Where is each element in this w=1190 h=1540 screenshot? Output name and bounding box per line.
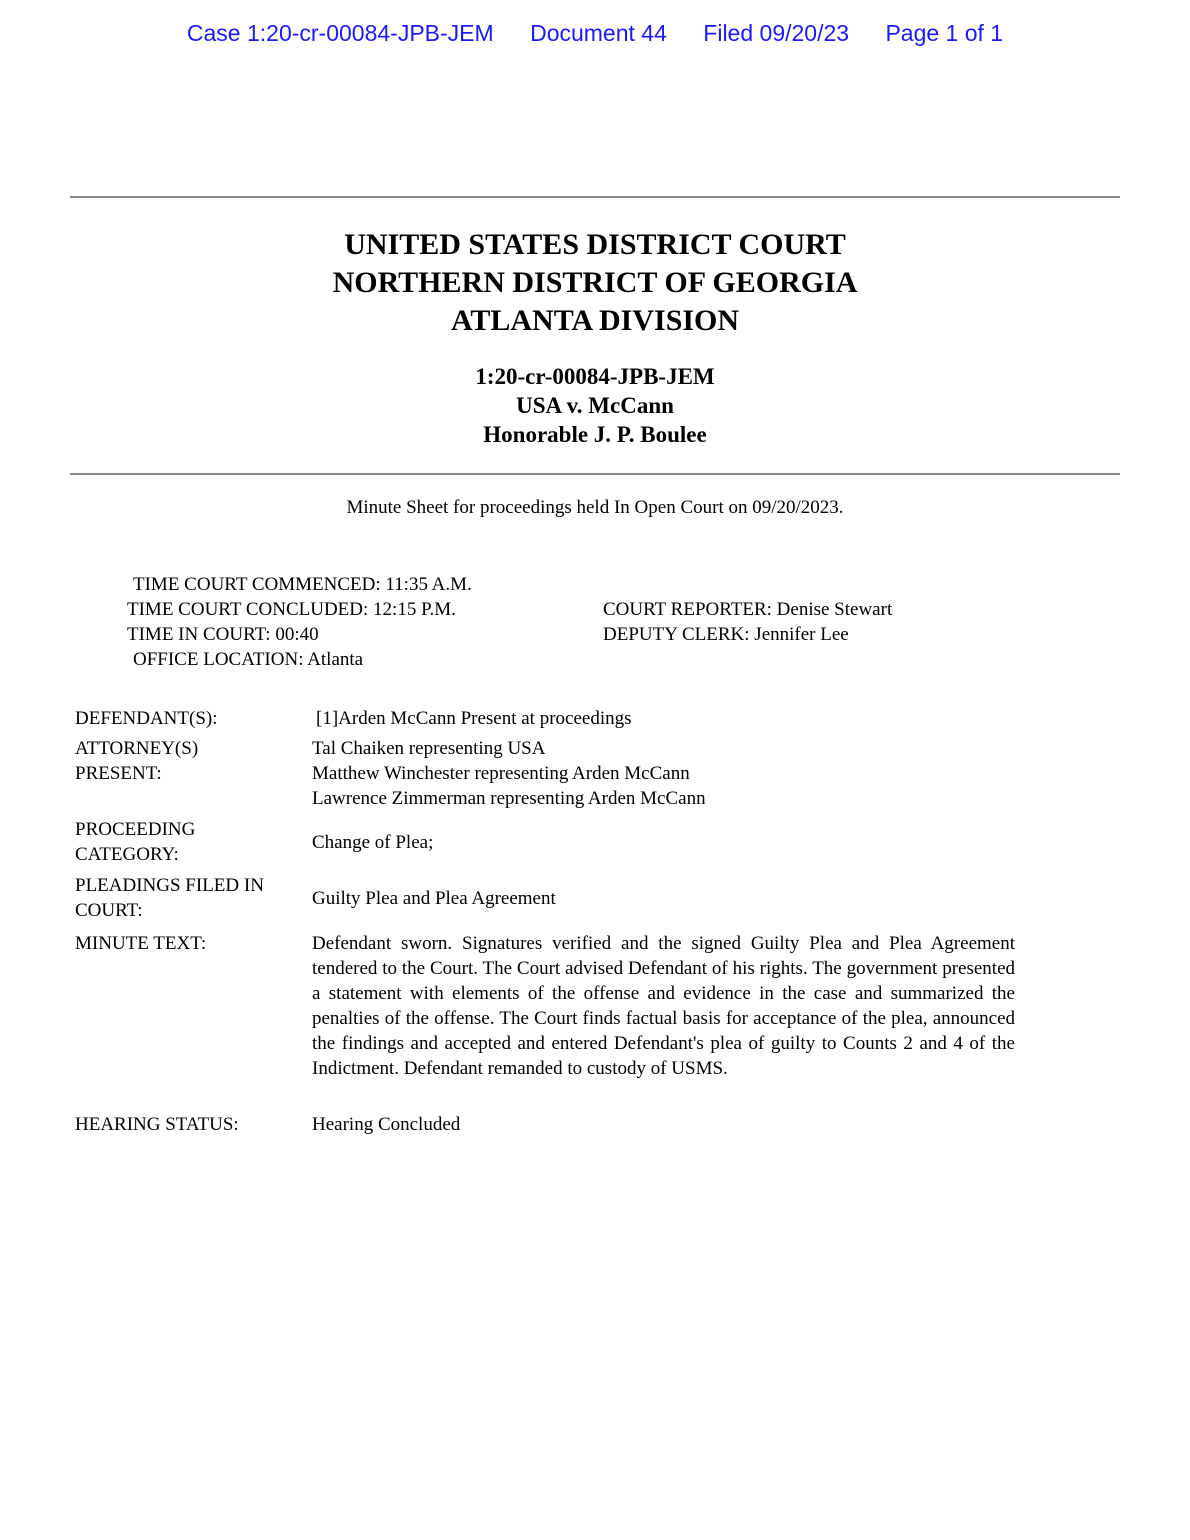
bottom-divider [70, 473, 1120, 475]
stamp-document-number: Document 44 [530, 20, 667, 46]
court-district: NORTHERN DISTRICT OF GEORGIA [332, 266, 858, 299]
proceeding-category-value: Change of Plea; [312, 832, 434, 853]
attorney-entry: Lawrence Zimmerman representing Arden McCann [312, 788, 706, 809]
time-in-court: TIME IN COURT: 00:40 [127, 624, 319, 645]
time-commenced: TIME COURT COMMENCED: 11:35 A.M. [133, 574, 472, 595]
minute-text-body: Defendant sworn. Signatures verified and the signed Guilty Plea and Plea Agreement tendered to the Court. The Court advised Defendant of his rights. The government presented a statement with elements of the offense and evidence in the case and summarized the penalties of the offense. The Court finds factual basis for acceptance of the plea, announced the findings and accepted and entered Defendant's plea of guilty to Counts 2 and 4 of the Indictment. Defendant remanded to custody of USMS. [312, 933, 1015, 1079]
court-name: UNITED STATES DISTRICT COURT [344, 228, 846, 261]
minute-text-label: MINUTE TEXT: [75, 933, 207, 954]
court-heading [0, 226, 1190, 340]
case-caption [0, 362, 1190, 449]
hearing-status-label: HEARING STATUS: [75, 1114, 239, 1135]
stamp-page-number: Page 1 of 1 [885, 20, 1004, 46]
pleadings-label-line: COURT: [75, 900, 143, 921]
defendants-value: [1]Arden McCann Present at proceedings [316, 708, 632, 729]
attorneys-label-line: PRESENT: [75, 763, 162, 784]
deputy-clerk: DEPUTY CLERK: Jennifer Lee [603, 624, 849, 645]
attorney-entry: Matthew Winchester representing Arden McCann [312, 763, 690, 784]
case-number: 1:20-cr-00084-JPB-JEM [475, 364, 715, 389]
proceeding-label-line: CATEGORY: [75, 844, 179, 865]
hearing-status-value: Hearing Concluded [312, 1114, 461, 1135]
stamp-filed-date: Filed 09/20/23 [703, 20, 850, 46]
case-name: USA v. McCann [516, 393, 674, 418]
minute-sheet-line: Minute Sheet for proceedings held In Open Court on 09/20/2023. [346, 497, 844, 518]
stamp-case-number: Case 1:20-cr-00084-JPB-JEM [186, 20, 494, 46]
defendants-label: DEFENDANT(S): [75, 708, 218, 729]
top-divider [70, 196, 1120, 198]
judge-name: Honorable J. P. Boulee [483, 422, 707, 447]
attorneys-label [75, 736, 198, 786]
pleadings-label-line: PLEADINGS FILED IN [75, 875, 264, 896]
time-concluded: TIME COURT CONCLUDED: 12:15 P.M. [127, 599, 456, 620]
office-location: OFFICE LOCATION: Atlanta [133, 649, 364, 670]
pleadings-label [75, 873, 264, 923]
attorney-entry: Tal Chaiken representing USA [312, 738, 546, 759]
attorneys-list [312, 736, 706, 811]
attorneys-label-line: ATTORNEY(S) [75, 738, 199, 759]
court-reporter: COURT REPORTER: Denise Stewart [603, 599, 893, 620]
pleadings-value: Guilty Plea and Plea Agreement [312, 888, 556, 909]
court-division: ATLANTA DIVISION [450, 304, 740, 337]
filing-stamp-header [0, 20, 1190, 47]
proceeding-label-line: PROCEEDING [75, 819, 196, 840]
proceeding-category-label [75, 817, 195, 867]
